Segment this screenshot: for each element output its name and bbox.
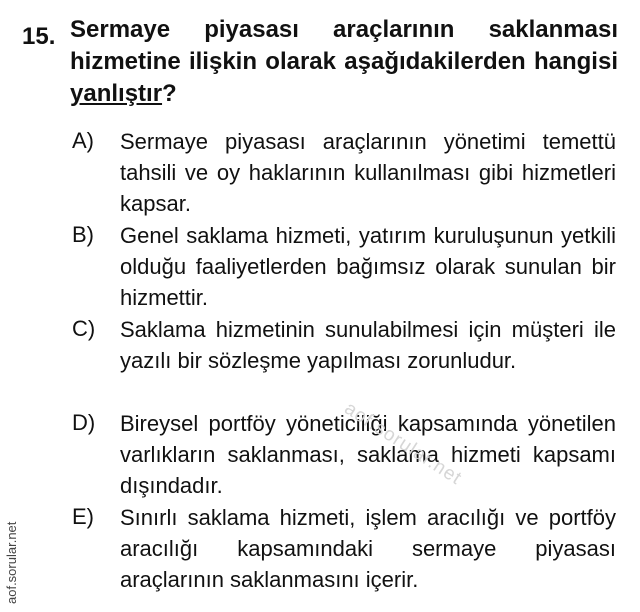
watermark-side: aof.sorular.net <box>4 521 19 604</box>
question-mark: ? <box>162 80 177 107</box>
option-c-text: Saklama hizmetinin sunulabilmesi için müşteri ile yazılı bir sözleşme yapılması zorunludur. <box>120 317 616 373</box>
option-b-letter: B) <box>72 222 94 247</box>
question-keyword-underlined: yanlıştır <box>70 80 163 107</box>
option-c-letter: C) <box>72 316 96 341</box>
question-text <box>70 14 618 110</box>
option-e-letter: E) <box>72 504 94 529</box>
watermark-diagonal: aof.sorular.net <box>340 398 466 490</box>
option-d-text: Bireysel portföy yöneticiliği kapsamında yönetilen varlıkların saklanması, saklama hizmeti kapsamı dışındadır. <box>120 411 616 498</box>
option-a-letter: A) <box>72 128 94 153</box>
question-text-main: Sermaye piyasası araçlarının saklanması hizmetine ilişkin olarak aşağıdakilerden hangisi <box>70 16 618 75</box>
option-b-text: Genel saklama hizmeti, yatırım kuruluşunun yetkili olduğu faaliyetlerden bağımsız olarak sunulan bir hizmettir. <box>120 223 616 310</box>
question-number: 15. <box>22 23 56 50</box>
option-d-letter: D) <box>72 410 96 435</box>
option-e-text: Sınırlı saklama hizmeti, işlem aracılığı ve portföy aracılığı kapsamındaki sermaye piyasası araçlarının saklanmasını içerir. <box>120 505 616 592</box>
option-a-text: Sermaye piyasası araçlarının yönetimi temettü tahsili ve oy haklarının kullanılması gibi hizmetleri kapsar. <box>120 129 616 216</box>
